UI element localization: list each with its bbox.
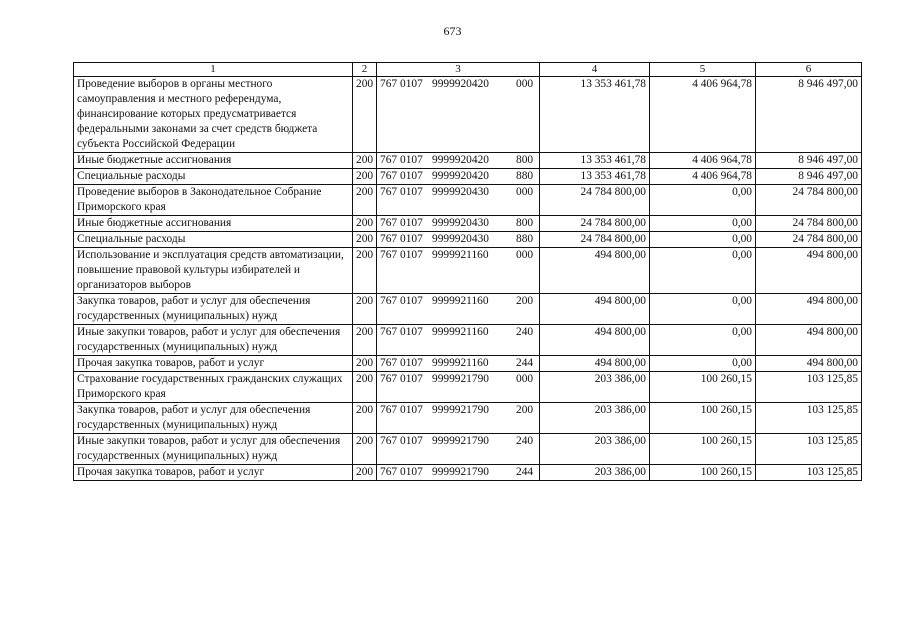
row-grp: 767 xyxy=(380,78,398,90)
row-value-6: 24 784 800,00 xyxy=(756,232,862,248)
row-value-5: 0,00 xyxy=(650,232,756,248)
table-row xyxy=(74,77,862,153)
row-code xyxy=(377,356,540,372)
row-code xyxy=(377,185,540,216)
table-row xyxy=(74,356,862,372)
row-value-5: 100 260,15 xyxy=(650,434,756,465)
row-value-4: 494 800,00 xyxy=(540,248,650,294)
row-section: 0107 xyxy=(400,435,423,447)
row-value-4: 13 353 461,78 xyxy=(540,153,650,169)
row-name: Иные закупки товаров, работ и услуг для обеспечения государственных (муниципальных) нужд xyxy=(74,434,353,465)
row-code-col2: 200 xyxy=(353,77,377,153)
row-value-5: 0,00 xyxy=(650,294,756,325)
header-col-2: 2 xyxy=(353,63,377,77)
row-section: 0107 xyxy=(400,326,423,338)
row-code xyxy=(377,169,540,185)
row-grp: 767 xyxy=(380,186,398,198)
row-name: Специальные расходы xyxy=(74,232,353,248)
table-row xyxy=(74,465,862,481)
row-code-col2: 200 xyxy=(353,372,377,403)
row-target: 9999920430 xyxy=(432,233,489,245)
row-type: 880 xyxy=(516,170,534,182)
row-name: Прочая закупка товаров, работ и услуг xyxy=(74,465,353,481)
row-value-6: 103 125,85 xyxy=(756,465,862,481)
row-code xyxy=(377,77,540,153)
row-value-5: 4 406 964,78 xyxy=(650,169,756,185)
row-target: 9999921160 xyxy=(432,295,489,307)
row-value-6: 24 784 800,00 xyxy=(756,216,862,232)
row-target: 9999921790 xyxy=(432,373,489,385)
table-row xyxy=(74,232,862,248)
row-section: 0107 xyxy=(400,295,423,307)
row-type: 000 xyxy=(516,78,534,90)
row-type: 000 xyxy=(516,186,534,198)
row-section: 0107 xyxy=(400,466,423,478)
row-grp: 767 xyxy=(380,170,398,182)
row-name: Прочая закупка товаров, работ и услуг xyxy=(74,356,353,372)
row-type: 200 xyxy=(516,404,534,416)
row-target: 9999921160 xyxy=(432,357,489,369)
row-type: 244 xyxy=(516,357,534,369)
header-col-5: 5 xyxy=(650,63,756,77)
row-code-col2: 200 xyxy=(353,185,377,216)
row-name: Иные бюджетные ассигнования xyxy=(74,216,353,232)
row-code-col2: 200 xyxy=(353,434,377,465)
row-value-6: 494 800,00 xyxy=(756,325,862,356)
row-grp: 767 xyxy=(380,249,398,261)
header-col-4: 4 xyxy=(540,63,650,77)
row-grp: 767 xyxy=(380,154,398,166)
header-col-1: 1 xyxy=(74,63,353,77)
row-code xyxy=(377,153,540,169)
row-grp: 767 xyxy=(380,404,398,416)
header-col-6: 6 xyxy=(756,63,862,77)
row-type: 240 xyxy=(516,326,534,338)
header-row xyxy=(74,63,862,77)
row-section: 0107 xyxy=(400,249,423,261)
row-code-col2: 200 xyxy=(353,465,377,481)
row-type: 244 xyxy=(516,466,534,478)
row-target: 9999920430 xyxy=(432,217,489,229)
row-value-5: 0,00 xyxy=(650,248,756,294)
table-body xyxy=(74,77,862,481)
row-grp: 767 xyxy=(380,326,398,338)
row-section: 0107 xyxy=(400,154,423,166)
row-value-5: 0,00 xyxy=(650,356,756,372)
row-code-col2: 200 xyxy=(353,216,377,232)
row-value-6: 494 800,00 xyxy=(756,248,862,294)
row-value-5: 0,00 xyxy=(650,216,756,232)
table-row xyxy=(74,185,862,216)
page-number: 673 xyxy=(443,24,462,38)
row-value-5: 0,00 xyxy=(650,185,756,216)
row-name: Проведение выборов в органы местного самоуправления и местного референдума, финансирование которых предусматривается федеральными законами за счет средств бюджета субъекта Российской Федерации xyxy=(74,77,353,153)
row-value-6: 494 800,00 xyxy=(756,356,862,372)
row-value-6: 103 125,85 xyxy=(756,434,862,465)
row-value-6: 24 784 800,00 xyxy=(756,185,862,216)
table-row xyxy=(74,325,862,356)
row-section: 0107 xyxy=(400,233,423,245)
row-name: Специальные расходы xyxy=(74,169,353,185)
row-value-5: 100 260,15 xyxy=(650,403,756,434)
row-type: 880 xyxy=(516,233,534,245)
row-grp: 767 xyxy=(380,217,398,229)
row-code-col2: 200 xyxy=(353,403,377,434)
row-value-6: 494 800,00 xyxy=(756,294,862,325)
row-value-4: 203 386,00 xyxy=(540,372,650,403)
table-row xyxy=(74,403,862,434)
row-code-col2: 200 xyxy=(353,153,377,169)
row-value-4: 24 784 800,00 xyxy=(540,185,650,216)
row-name: Иные бюджетные ассигнования xyxy=(74,153,353,169)
row-type: 240 xyxy=(516,435,534,447)
table-row xyxy=(74,372,862,403)
row-value-4: 203 386,00 xyxy=(540,403,650,434)
row-target: 9999921790 xyxy=(432,466,489,478)
row-code xyxy=(377,465,540,481)
row-value-5: 4 406 964,78 xyxy=(650,77,756,153)
row-code xyxy=(377,294,540,325)
row-code xyxy=(377,232,540,248)
row-code xyxy=(377,372,540,403)
row-section: 0107 xyxy=(400,78,423,90)
row-value-6: 8 946 497,00 xyxy=(756,169,862,185)
table-row xyxy=(74,153,862,169)
row-value-4: 13 353 461,78 xyxy=(540,77,650,153)
row-value-4: 494 800,00 xyxy=(540,325,650,356)
row-code-col2: 200 xyxy=(353,248,377,294)
header-col-3: 3 xyxy=(377,63,540,77)
row-section: 0107 xyxy=(400,217,423,229)
row-section: 0107 xyxy=(400,170,423,182)
row-value-4: 24 784 800,00 xyxy=(540,216,650,232)
row-code xyxy=(377,216,540,232)
row-value-6: 8 946 497,00 xyxy=(756,153,862,169)
table-row xyxy=(74,248,862,294)
row-code xyxy=(377,403,540,434)
row-value-4: 203 386,00 xyxy=(540,434,650,465)
row-value-5: 0,00 xyxy=(650,325,756,356)
row-code-col2: 200 xyxy=(353,356,377,372)
row-name: Страхование государственных гражданских служащих Приморского края xyxy=(74,372,353,403)
budget-table xyxy=(73,62,862,481)
row-grp: 767 xyxy=(380,357,398,369)
row-target: 9999920420 xyxy=(432,170,489,182)
table-row xyxy=(74,434,862,465)
row-grp: 767 xyxy=(380,435,398,447)
row-target: 9999920420 xyxy=(432,78,489,90)
row-code-col2: 200 xyxy=(353,325,377,356)
row-section: 0107 xyxy=(400,373,423,385)
row-section: 0107 xyxy=(400,357,423,369)
row-value-4: 203 386,00 xyxy=(540,465,650,481)
row-value-6: 103 125,85 xyxy=(756,403,862,434)
row-name: Проведение выборов в Законодательное Собрание Приморского края xyxy=(74,185,353,216)
row-code-col2: 200 xyxy=(353,232,377,248)
row-target: 9999921160 xyxy=(432,326,489,338)
table-row xyxy=(74,169,862,185)
row-type: 200 xyxy=(516,295,534,307)
row-name: Закупка товаров, работ и услуг для обеспечения государственных (муниципальных) нужд xyxy=(74,403,353,434)
row-value-4: 13 353 461,78 xyxy=(540,169,650,185)
row-target: 9999921160 xyxy=(432,249,489,261)
row-target: 9999921790 xyxy=(432,435,489,447)
row-code-col2: 200 xyxy=(353,294,377,325)
row-grp: 767 xyxy=(380,466,398,478)
row-target: 9999921790 xyxy=(432,404,489,416)
row-code-col2: 200 xyxy=(353,169,377,185)
row-value-4: 24 784 800,00 xyxy=(540,232,650,248)
row-value-5: 4 406 964,78 xyxy=(650,153,756,169)
row-value-6: 8 946 497,00 xyxy=(756,77,862,153)
row-type: 800 xyxy=(516,217,534,229)
row-value-4: 494 800,00 xyxy=(540,294,650,325)
row-code xyxy=(377,434,540,465)
row-code xyxy=(377,325,540,356)
table-row xyxy=(74,216,862,232)
row-target: 9999920420 xyxy=(432,154,489,166)
row-type: 000 xyxy=(516,373,534,385)
row-name: Использование и эксплуатация средств автоматизации, повышение правовой культуры избирателей и организаторов выборов xyxy=(74,248,353,294)
row-target: 9999920430 xyxy=(432,186,489,198)
row-name: Закупка товаров, работ и услуг для обеспечения государственных (муниципальных) нужд xyxy=(74,294,353,325)
row-section: 0107 xyxy=(400,186,423,198)
row-type: 000 xyxy=(516,249,534,261)
row-value-6: 103 125,85 xyxy=(756,372,862,403)
row-section: 0107 xyxy=(400,404,423,416)
row-value-5: 100 260,15 xyxy=(650,372,756,403)
row-grp: 767 xyxy=(380,373,398,385)
table-row xyxy=(74,294,862,325)
row-value-4: 494 800,00 xyxy=(540,356,650,372)
row-name: Иные закупки товаров, работ и услуг для обеспечения государственных (муниципальных) нужд xyxy=(74,325,353,356)
row-value-5: 100 260,15 xyxy=(650,465,756,481)
row-grp: 767 xyxy=(380,233,398,245)
row-type: 800 xyxy=(516,154,534,166)
row-code xyxy=(377,248,540,294)
row-grp: 767 xyxy=(380,295,398,307)
